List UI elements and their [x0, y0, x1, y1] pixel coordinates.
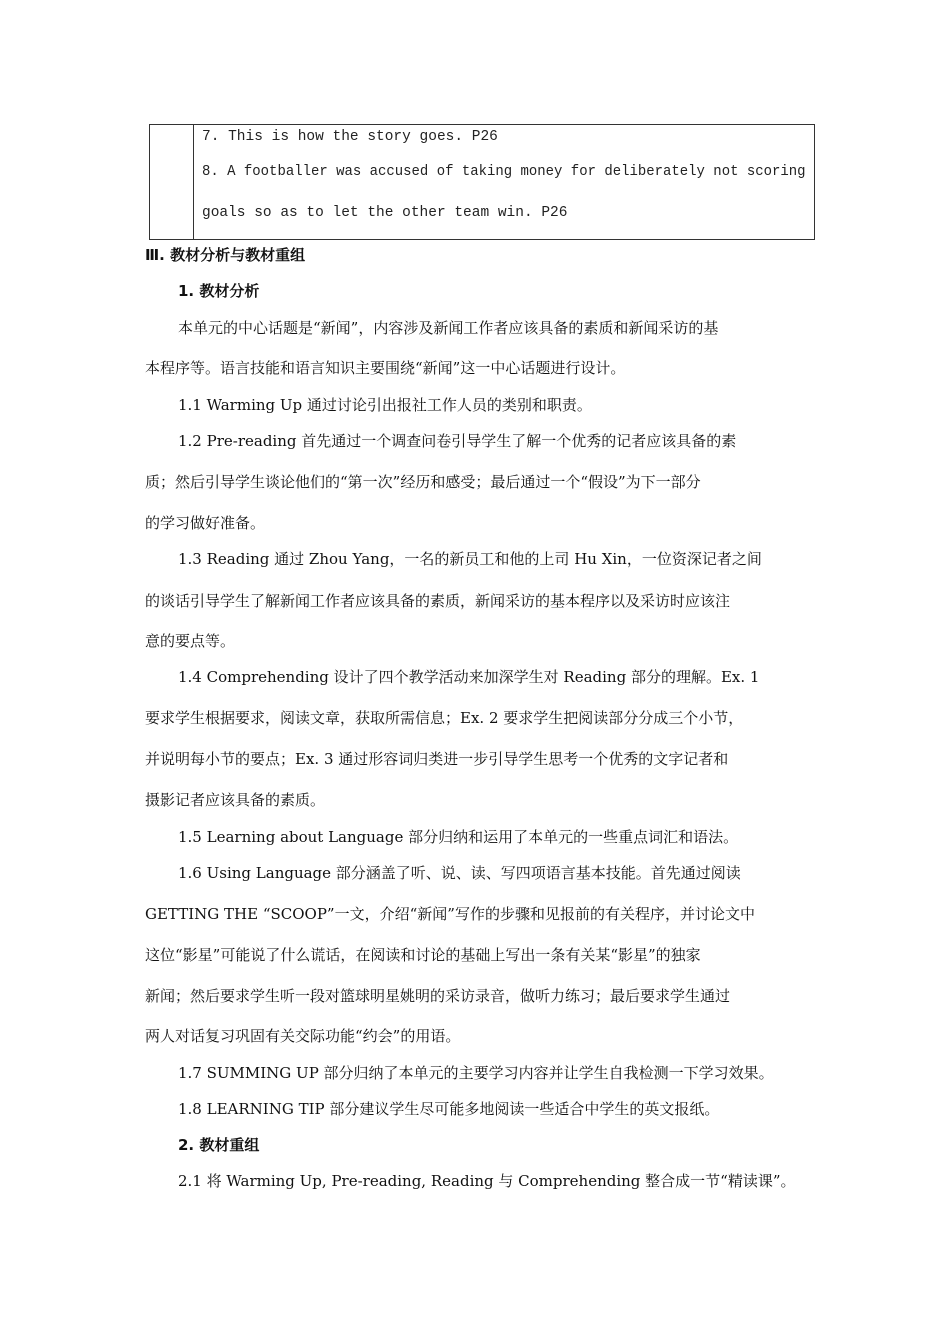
table-item-8-line1: 8. A footballer was accused of taking money for deliberately not scoring: [202, 164, 806, 180]
paragraph-1-2-line2: 质；然后引导学生谈论他们的“第一次”经历和感受；最后通过一个“假设”为下一部分: [145, 473, 701, 491]
paragraph-1-6-line4: 新闻；然后要求学生听一段对篮球明星姚明的采访录音，做听力练习；最后要求学生通过: [145, 987, 731, 1005]
paragraph-1-3-line3: 意的要点等。: [145, 632, 236, 650]
paragraph-1-4-line1: 1.4 Comprehending 设计了四个教学活动来加深学生对 Reading 部分的理解。Ex. 1: [178, 668, 760, 686]
paragraph-1-5: 1.5 Learning about Language 部分归纳和运用了本单元的一些重点词汇和语法。: [178, 828, 739, 846]
table-item-8-line2: goals so as to let the other team win. P26: [202, 205, 568, 221]
paragraph-2-1: 2.1 将 Warming Up, Pre-reading, Reading 与 Comprehending 整合成一节“精读课”。: [178, 1172, 796, 1190]
paragraph-1-6-line1: 1.6 Using Language 部分涵盖了听、说、读、写四项语言基本技能。首先通过阅读: [178, 864, 741, 882]
paragraph-1-2-line1: 1.2 Pre-reading 首先通过一个调查问卷引导学生了解一个优秀的记者应该具备的素: [178, 432, 737, 450]
subsection-heading-restructure: 2. 教材重组: [178, 1136, 260, 1154]
table-left-column: [150, 125, 194, 239]
paragraph-1-3-line1: 1.3 Reading 通过 Zhou Yang，一名的新员工和他的上司 Hu Xin，一位资深记者之间: [178, 550, 762, 568]
paragraph-1-4-line3: 并说明每小节的要点；Ex. 3 通过形容词归类进一步引导学生思考一个优秀的文字记者和: [145, 750, 729, 768]
subsection-heading-analysis: 1. 教材分析: [178, 282, 260, 300]
paragraph-1-8: 1.8 LEARNING TIP 部分建议学生尽可能多地阅读一些适合中学生的英文报纸。: [178, 1100, 720, 1118]
paragraph-1-1: 1.1 Warming Up 通过讨论引出报社工作人员的类别和职责。: [178, 396, 592, 414]
paragraph-1-3-line2: 的谈话引导学生了解新闻工作者应该具备的素质，新闻采访的基本程序以及采访时应该注: [145, 592, 731, 610]
intro-line1: 本单元的中心话题是“新闻”，内容涉及新闻工作者应该具备的素质和新闻采访的基: [178, 319, 719, 337]
paragraph-1-6-line3: 这位“影星”可能说了什么谎话，在阅读和讨论的基础上写出一条有关某“影星”的独家: [145, 946, 701, 964]
paragraph-1-4-line4: 摄影记者应该具备的素质。: [145, 791, 326, 809]
paragraph-1-7: 1.7 SUMMING UP 部分归纳了本单元的主要学习内容并让学生自我检测一下学习效果。: [178, 1064, 774, 1082]
paragraph-1-6-line2: GETTING THE “SCOOP”一文，介绍“新闻”写作的步骤和见报前的有关程序，并讨论文中: [145, 905, 755, 923]
continuation-table: [149, 124, 815, 240]
section-heading: Ⅲ. 教材分析与教材重组: [145, 246, 306, 264]
paragraph-1-4-line2: 要求学生根据要求，阅读文章，获取所需信息；Ex. 2 要求学生把阅读部分分成三个小节，: [145, 709, 744, 727]
intro-line2: 本程序等。语言技能和语言知识主要围绕“新闻”这一中心话题进行设计。: [145, 359, 626, 377]
table-item-7: 7. This is how the story goes. P26: [202, 129, 498, 145]
paragraph-1-6-line5: 两人对话复习巩固有关交际功能“约会”的用语。: [145, 1027, 461, 1045]
paragraph-1-2-line3: 的学习做好准备。: [145, 514, 266, 532]
